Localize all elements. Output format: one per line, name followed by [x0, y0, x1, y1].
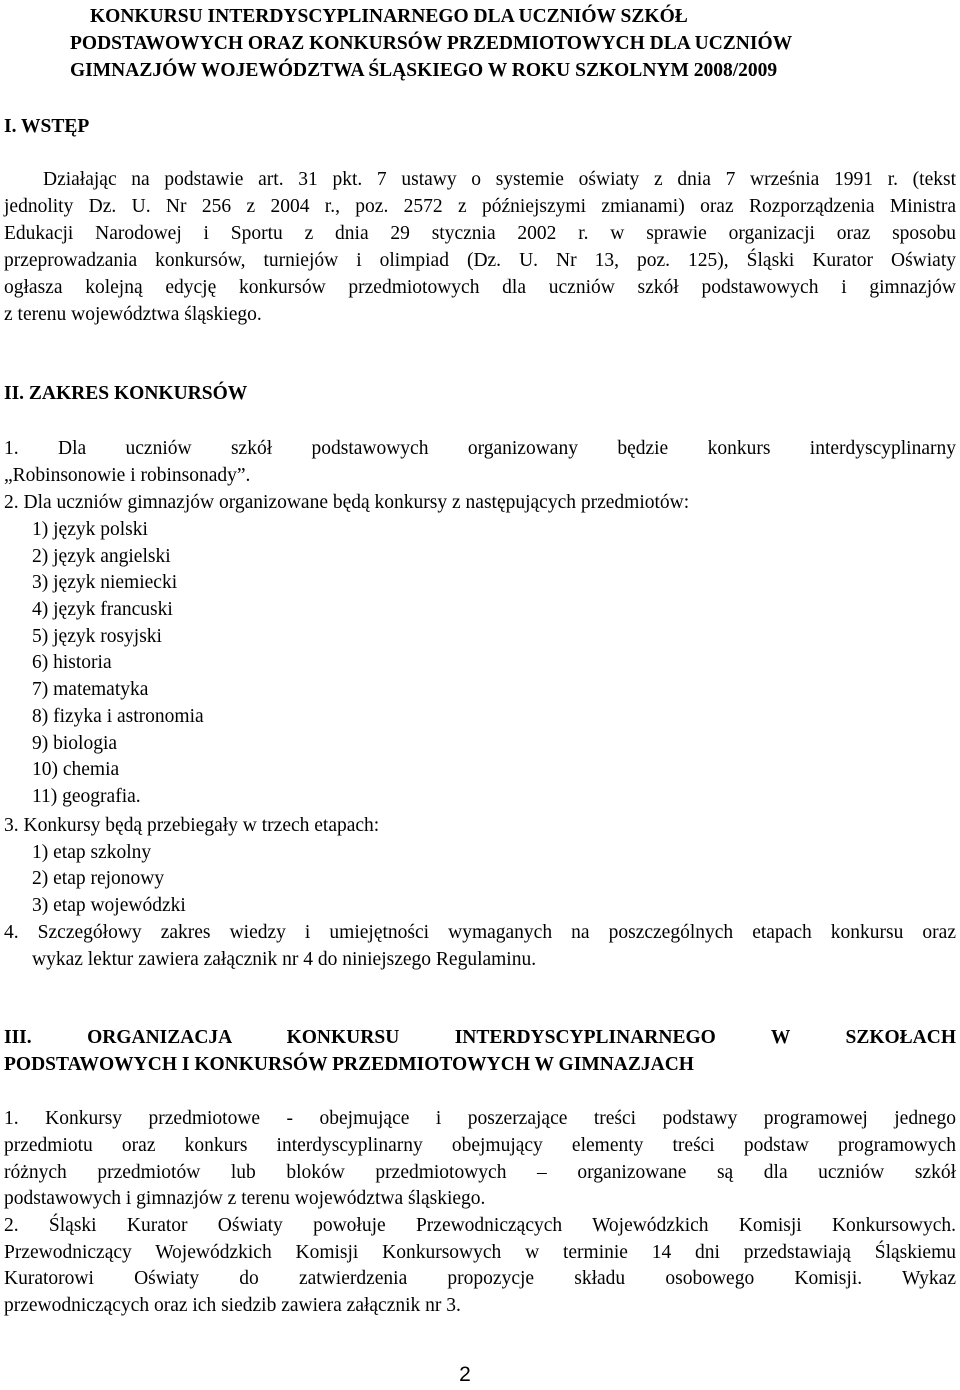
section-2-item-1: 1. Dla uczniów szkół podstawowych organizowany będzie konkurs interdyscyplinarny — [4, 438, 956, 459]
section-3-heading: III. ORGANIZACJA KONKURSU INTERDYSCYPLINARNEGO W SZKOŁACH — [4, 1027, 956, 1048]
section-1-heading: I. WSTĘP — [4, 116, 90, 137]
section-3-paragraph-1-line: 1. Konkursy przedmiotowe - obejmujące i poszerzające treści podstawy programowej jednego — [4, 1108, 956, 1129]
section-1-line: ogłasza kolejną edycję konkursów przedmiotowych dla uczniów szkół podstawowych i gimnazjów — [4, 277, 956, 298]
page-number: 2 — [459, 1363, 471, 1386]
doc-title-line-2: PODSTAWOWYCH ORAZ KONKURSÓW PRZEDMIOTOWYCH DLA UCZNIÓW — [70, 33, 793, 54]
section-2-item-2: 2. Dla uczniów gimnazjów organizowane będą konkursy z następujących przedmiotów: — [4, 492, 690, 513]
section-2-item-4-cont: wykaz lektur zawiera załącznik nr 4 do niniejszego Regulaminu. — [32, 949, 537, 970]
subject-list-item: 7) matematyka — [32, 679, 149, 700]
section-1-line: przeprowadzania konkursów, turniejów i olimpiad (Dz. U. Nr 13, poz. 125), Śląski Kurator Oświaty — [4, 250, 956, 271]
section-3-paragraph-2-line: Kuratorowi Oświaty do zatwierdzenia propozycje składu osobowego Komisji. Wykaz — [4, 1268, 956, 1289]
subject-list-item: 6) historia — [32, 652, 112, 673]
subject-list-item: 8) fizyka i astronomia — [32, 706, 204, 727]
subject-list-item: 4) język francuski — [32, 599, 173, 620]
section-3-paragraph-2-line: 2. Śląski Kurator Oświaty powołuje Przewodniczących Wojewódzkich Komisji Konkursowych. — [4, 1215, 956, 1236]
section-3-paragraph-1-line: różnych przedmiotów lub bloków przedmiotowych – organizowane są dla uczniów szkół — [4, 1162, 956, 1183]
section-3-paragraph-1-line: przedmiotu oraz konkurs interdyscyplinarny obejmujący elementy treści podstaw programowych — [4, 1135, 956, 1156]
section-1-line: z terenu województwa śląskiego. — [4, 304, 262, 325]
subject-list-item: 11) geografia. — [32, 786, 141, 807]
section-2-heading: II. ZAKRES KONKURSÓW — [4, 383, 248, 404]
subject-list-item: 2) język angielski — [32, 546, 171, 567]
section-1-line: Edukacji Narodowej i Sportu z dnia 29 stycznia 2002 r. w sprawie organizacji oraz sposobu — [4, 223, 956, 244]
stage-list-item: 2) etap rejonowy — [32, 868, 165, 889]
section-1-line: Działając na podstawie art. 31 pkt. 7 ustawy o systemie oświaty z dnia 7 września 1991 r. (tekst — [43, 169, 956, 190]
subject-list-item: 9) biologia — [32, 733, 118, 754]
subject-list-item: 5) język rosyjski — [32, 626, 162, 647]
doc-title-line-3: GIMNAZJÓW WOJEWÓDZTWA ŚLĄSKIEGO W ROKU SZKOLNYM 2008/2009 — [70, 60, 778, 81]
section-3-paragraph-2-line: przewodniczących oraz ich siedzib zawiera załącznik nr 3. — [4, 1295, 461, 1316]
subject-list-item: 10) chemia — [32, 759, 120, 780]
section-2-item-1-cont: „Robinsonowie i robinsonady”. — [4, 465, 251, 486]
section-2-item-3: 3. Konkursy będą przebiegały w trzech etapach: — [4, 815, 380, 836]
stage-list-item: 1) etap szkolny — [32, 842, 152, 863]
section-3-paragraph-2-line: Przewodniczący Wojewódzkich Komisji Konkursowych w terminie 14 dni przedstawiają Śląskiemu — [4, 1242, 956, 1263]
doc-title-line-1: KONKURSU INTERDYSCYPLINARNEGO DLA UCZNIÓW SZKÓŁ — [90, 6, 688, 27]
subject-list-item: 1) język polski — [32, 519, 148, 540]
subject-list-item: 3) język niemiecki — [32, 572, 178, 593]
section-1-line: jednolity Dz. U. Nr 256 z 2004 r., poz. 2572 z późniejszymi zmianami) oraz Rozporządzenia Ministra — [4, 196, 956, 217]
section-3-paragraph-1-line: podstawowych i gimnazjów z terenu województwa śląskiego. — [4, 1188, 486, 1209]
section-3-heading-cont: PODSTAWOWYCH I KONKURSÓW PRZEDMIOTOWYCH W GIMNAZJACH — [4, 1054, 694, 1075]
section-2-item-4: 4. Szczegółowy zakres wiedzy i umiejętności wymaganych na poszczególnych etapach konkursu oraz — [4, 922, 956, 943]
stage-list-item: 3) etap wojewódzki — [32, 895, 186, 916]
